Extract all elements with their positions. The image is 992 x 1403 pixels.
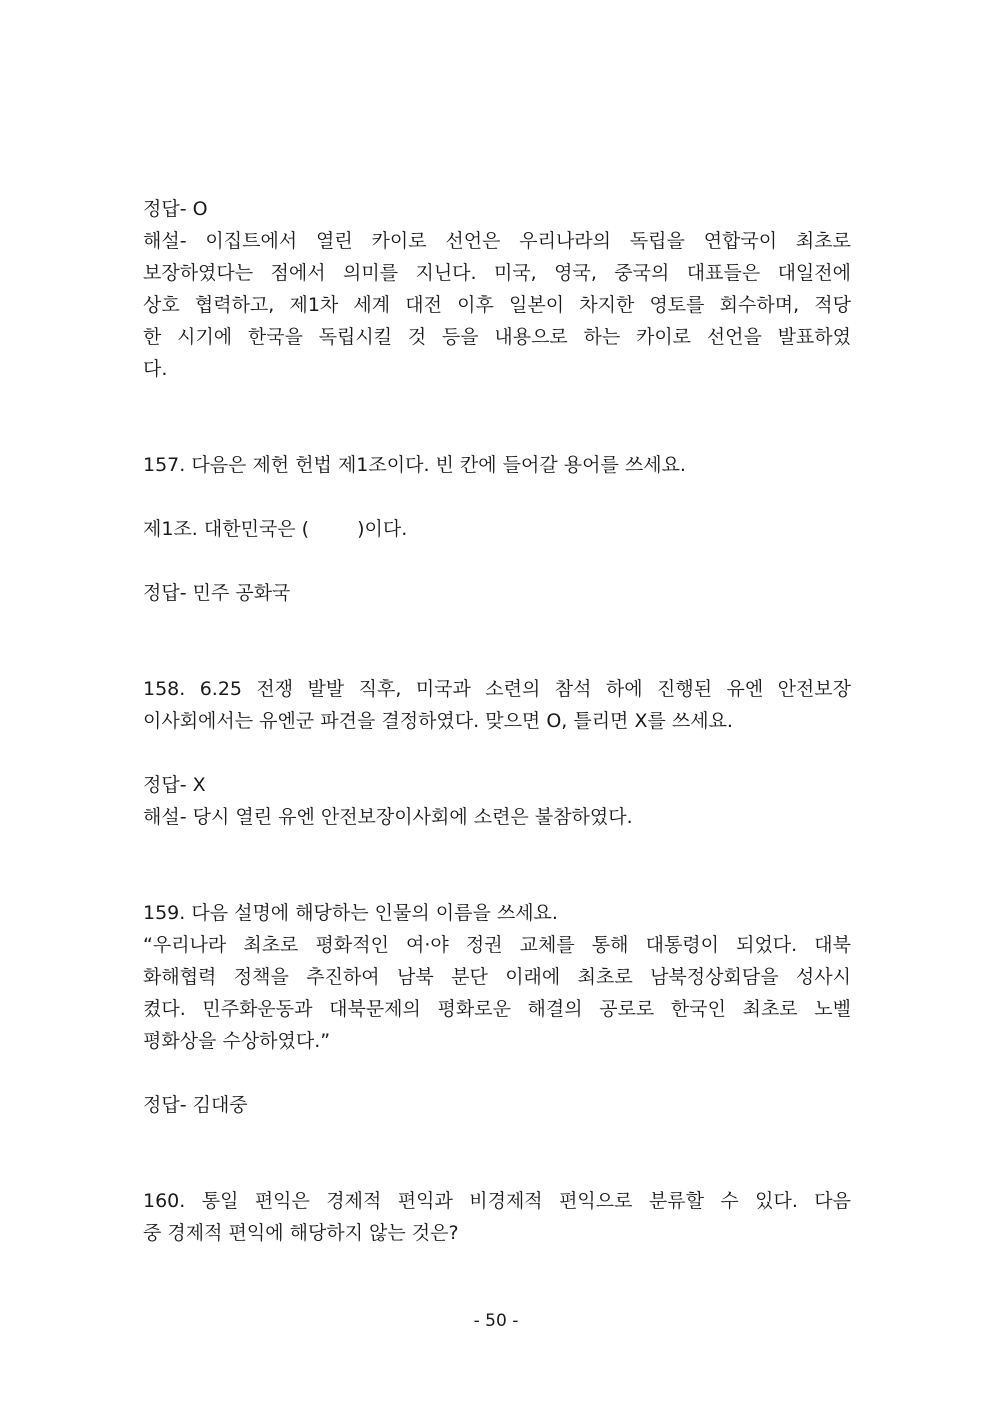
page-number: - 50 -	[473, 1311, 519, 1331]
spacer	[143, 737, 851, 769]
answer-157: 정답- 민주 공화국	[143, 582, 291, 604]
question-160-line-1: 160. 통일 편익은 경제적 편익과 비경제적 편익으로 분류할 수 있다. 다음	[143, 1190, 851, 1212]
explanation-156-line-5: 다.	[143, 358, 168, 380]
question-160-line-2: 중 경제적 편익에 해당하지 않는 것은?	[143, 1222, 459, 1244]
explanation-156-line-2: 보장하였다는 점에서 의미를 지닌다. 미국, 영국, 중국의 대표들은 대일전에	[143, 262, 851, 284]
question-158-line-1: 158. 6.25 전쟁 발발 직후, 미국과 소련의 참석 하에 진행된 유엔 안전보장	[143, 678, 851, 700]
answer-156: 정답- O	[143, 198, 208, 220]
quote-159-line-2: 화해협력 정책을 추진하여 남북 분단 이래에 최초로 남북정상회담을 성사시	[143, 966, 851, 988]
answer-159: 정답- 김대중	[143, 1094, 248, 1116]
spacer	[143, 1121, 851, 1185]
article-157	[143, 513, 851, 545]
spacer	[143, 833, 851, 897]
question-158-line-2: 이사회에서는 유엔군 파견을 결정하였다. 맞으면 O, 틀리면 X를 쓰세요.	[143, 710, 733, 732]
quote-159-line-3: 켰다. 민주화운동과 대북문제의 평화로운 해결의 공로로 한국인 최초로 노벨	[143, 998, 851, 1020]
spacer	[143, 545, 851, 577]
article-suffix: )이다.	[357, 518, 408, 540]
explanation-156-line-3: 상호 협력하고, 제1차 세계 대전 이후 일본이 차지한 영토를 회수하며, 적당	[143, 294, 851, 316]
explanation-158: 해설- 당시 열린 유엔 안전보장이사회에 소련은 불참하였다.	[143, 806, 633, 828]
quote-159-line-1: “우리나라 최초로 평화적인 여·야 정권 교체를 통해 대통령이 되었다. 대북	[143, 934, 851, 956]
explanation-156-line-4: 한 시기에 한국을 독립시킬 것 등을 내용으로 하는 카이로 선언을 발표하였	[143, 326, 851, 348]
question-157: 157. 다음은 제헌 헌법 제1조이다. 빈 칸에 들어갈 용어를 쓰세요.	[143, 454, 686, 476]
question-159: 159. 다음 설명에 해당하는 인물의 이름을 쓰세요.	[143, 902, 558, 924]
article-prefix: 제1조. 대한민국은 (	[143, 518, 310, 540]
quote-159-line-4: 평화상을 수상하였다.”	[143, 1030, 331, 1052]
explanation-156-line-1: 해설- 이집트에서 열린 카이로 선언은 우리나라의 독립을 연합국이 최초로	[143, 230, 851, 252]
spacer	[143, 481, 851, 513]
answer-158: 정답- X	[143, 774, 206, 796]
spacer	[143, 609, 851, 673]
spacer	[143, 385, 851, 449]
spacer	[143, 1057, 851, 1089]
document-body	[143, 193, 851, 1249]
